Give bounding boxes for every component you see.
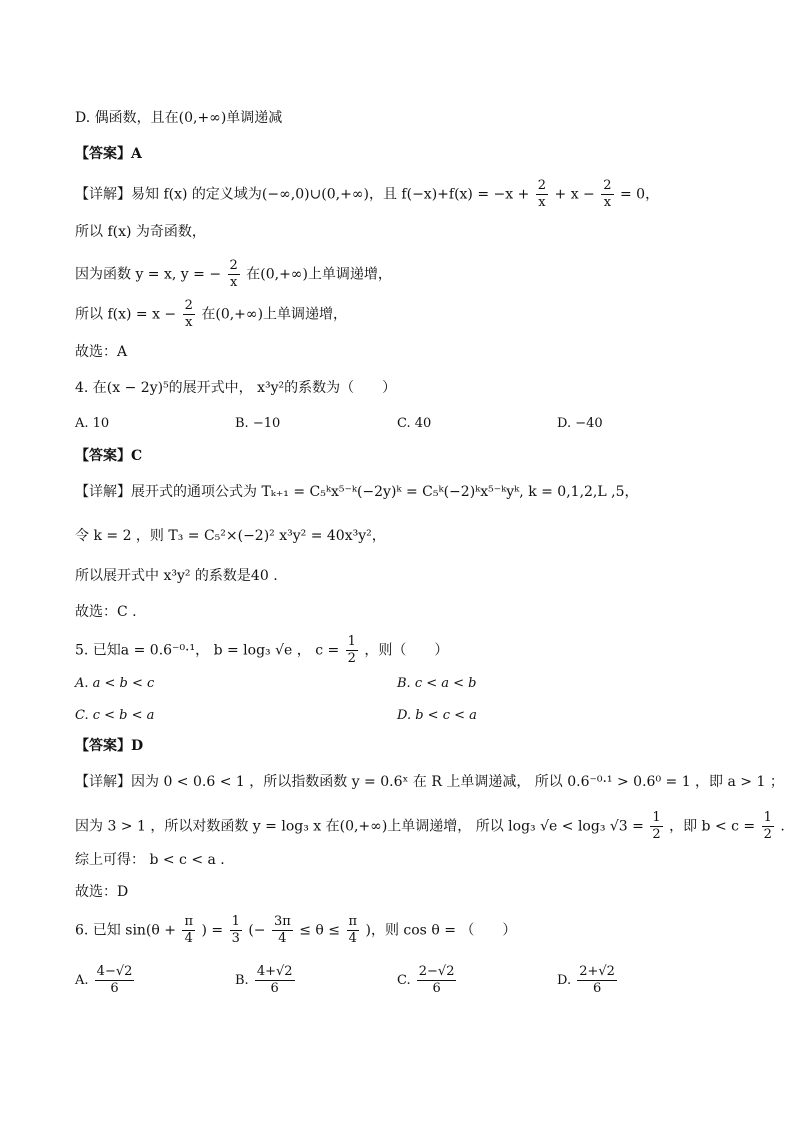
- fraction: $\frac{\pi}{4}$: [348, 914, 358, 946]
- q3-option-d: D. 偶函数，且在(0,+∞)单调递减: [75, 110, 283, 126]
- explanation-line: 令 k = 2 ，则 T₃ = C₅²×(−2)² x³y² = 40x³y²，: [75, 528, 386, 544]
- explanation-line: 因为函数 y = x, y = − $\frac{2}{x}$ 在(0,+∞)上单调递增，: [75, 258, 392, 290]
- choice-line: 故选：C .: [75, 604, 137, 620]
- fraction: $\frac{4+√2}{6}$: [256, 964, 293, 996]
- q6-option-a: A. $\frac{4-√2}{6}$: [75, 964, 133, 996]
- fraction: $\frac{\pi}{4}$: [184, 914, 194, 946]
- explanation-line: 综上可得： b < c < a .: [75, 852, 225, 868]
- explanation-line: 所以 f(x) 为奇函数，: [75, 224, 206, 240]
- fraction: $\frac{1}{2}$: [652, 810, 661, 842]
- fraction: $\frac{1}{2}$: [763, 810, 772, 842]
- fraction: $\frac{2+√2}{6}$: [579, 964, 615, 996]
- fraction: $\frac{2}{x}$: [603, 178, 612, 210]
- fraction: $\frac{2}{x}$: [229, 258, 238, 290]
- fraction: $\frac{1}{2}$: [347, 634, 356, 666]
- choice-line: 故选：D: [75, 884, 129, 900]
- answer-label: 【答案】D: [75, 738, 144, 754]
- explanation-line: 【详解】因为 0 < 0.6 < 1 ，所以指数函数 y = 0.6ˣ 在 R 上单调递减， 所以 0.6⁻⁰·¹ > 0.6⁰ = 1 ，即 a > 1 ；: [75, 774, 784, 790]
- q6-option-c: C. $\frac{2-√2}{6}$: [397, 964, 455, 996]
- q6-option-d: D. $\frac{2+√2}{6}$: [557, 964, 615, 996]
- fraction: $\frac{3\pi}{4}$: [273, 914, 291, 946]
- q5-option-b: B. c < a < b: [397, 676, 477, 691]
- explanation-line: 【详解】展开式的通项公式为 Tₖ₊₁ = C₅ᵏx⁵⁻ᵏ(−2y)ᵏ = C₅ᵏ(−2)ᵏx⁵⁻ᵏyᵏ, k = 0,1,2,L ,5，: [75, 484, 639, 500]
- q4-option-d: D. −40: [557, 416, 603, 431]
- answer-label: 【答案】C: [75, 448, 143, 464]
- fraction: $\frac{2}{x}$: [184, 298, 193, 330]
- q5-option-c: C. c < b < a: [75, 708, 155, 723]
- question-6: 6. 已知 sin(θ + $\frac{\pi}{4}$ ) = $\frac{1}{3}$ (− $\frac{3\pi}{4}$ ≤ θ ≤ $\frac{\pi}{4}$ )，则 cos θ = （ ）: [75, 914, 517, 946]
- answer-label: 【答案】A: [75, 146, 142, 162]
- q4-option-a: A. 10: [75, 416, 110, 431]
- choice-line: 故选：A: [75, 344, 128, 360]
- fraction: $\frac{2-√2}{6}$: [418, 964, 455, 996]
- explanation-line: 所以展开式中 x³y² 的系数是40 .: [75, 568, 278, 584]
- q5-option-d: D. b < c < a: [397, 708, 477, 723]
- fraction: $\frac{2}{x}$: [537, 178, 547, 210]
- q6-option-b: B. $\frac{4+√2}{6}$: [235, 964, 293, 996]
- fraction: $\frac{4-√2}{6}$: [96, 964, 133, 996]
- q4-option-c: C. 40: [397, 416, 432, 431]
- question-5: 5. 已知a = 0.6⁻⁰·¹， b = log₃ √e ， c = $\frac{1}{2}$ ，则（ ）: [75, 634, 449, 666]
- question-4: 4. 在(x − 2y)⁵的展开式中， x³y²的系数为（ ）: [75, 380, 397, 396]
- explanation-line: 所以 f(x) = x − $\frac{2}{x}$ 在(0,+∞)上单调递增，: [75, 298, 348, 330]
- fraction: $\frac{1}{3}$: [231, 914, 240, 946]
- q4-option-b: B. −10: [235, 416, 281, 431]
- q5-option-a: A. a < b < c: [75, 676, 155, 691]
- explanation-line: 因为 3 > 1 ，所以对数函数 y = log₃ x 在(0,+∞)上单调递增， 所以 log₃ √e < log₃ √3 = $\frac{1}{2}$ ，即 b < c = $\frac{1}{2}$ .: [75, 810, 785, 842]
- explanation-line: 【详解】易知 f(x) 的定义域为(−∞,0)∪(0,+∞)，且 f(−x)+f(x) = −x + $\frac{2}{x}$ + x − $\frac{2}{x}$ = 0，: [75, 178, 660, 210]
